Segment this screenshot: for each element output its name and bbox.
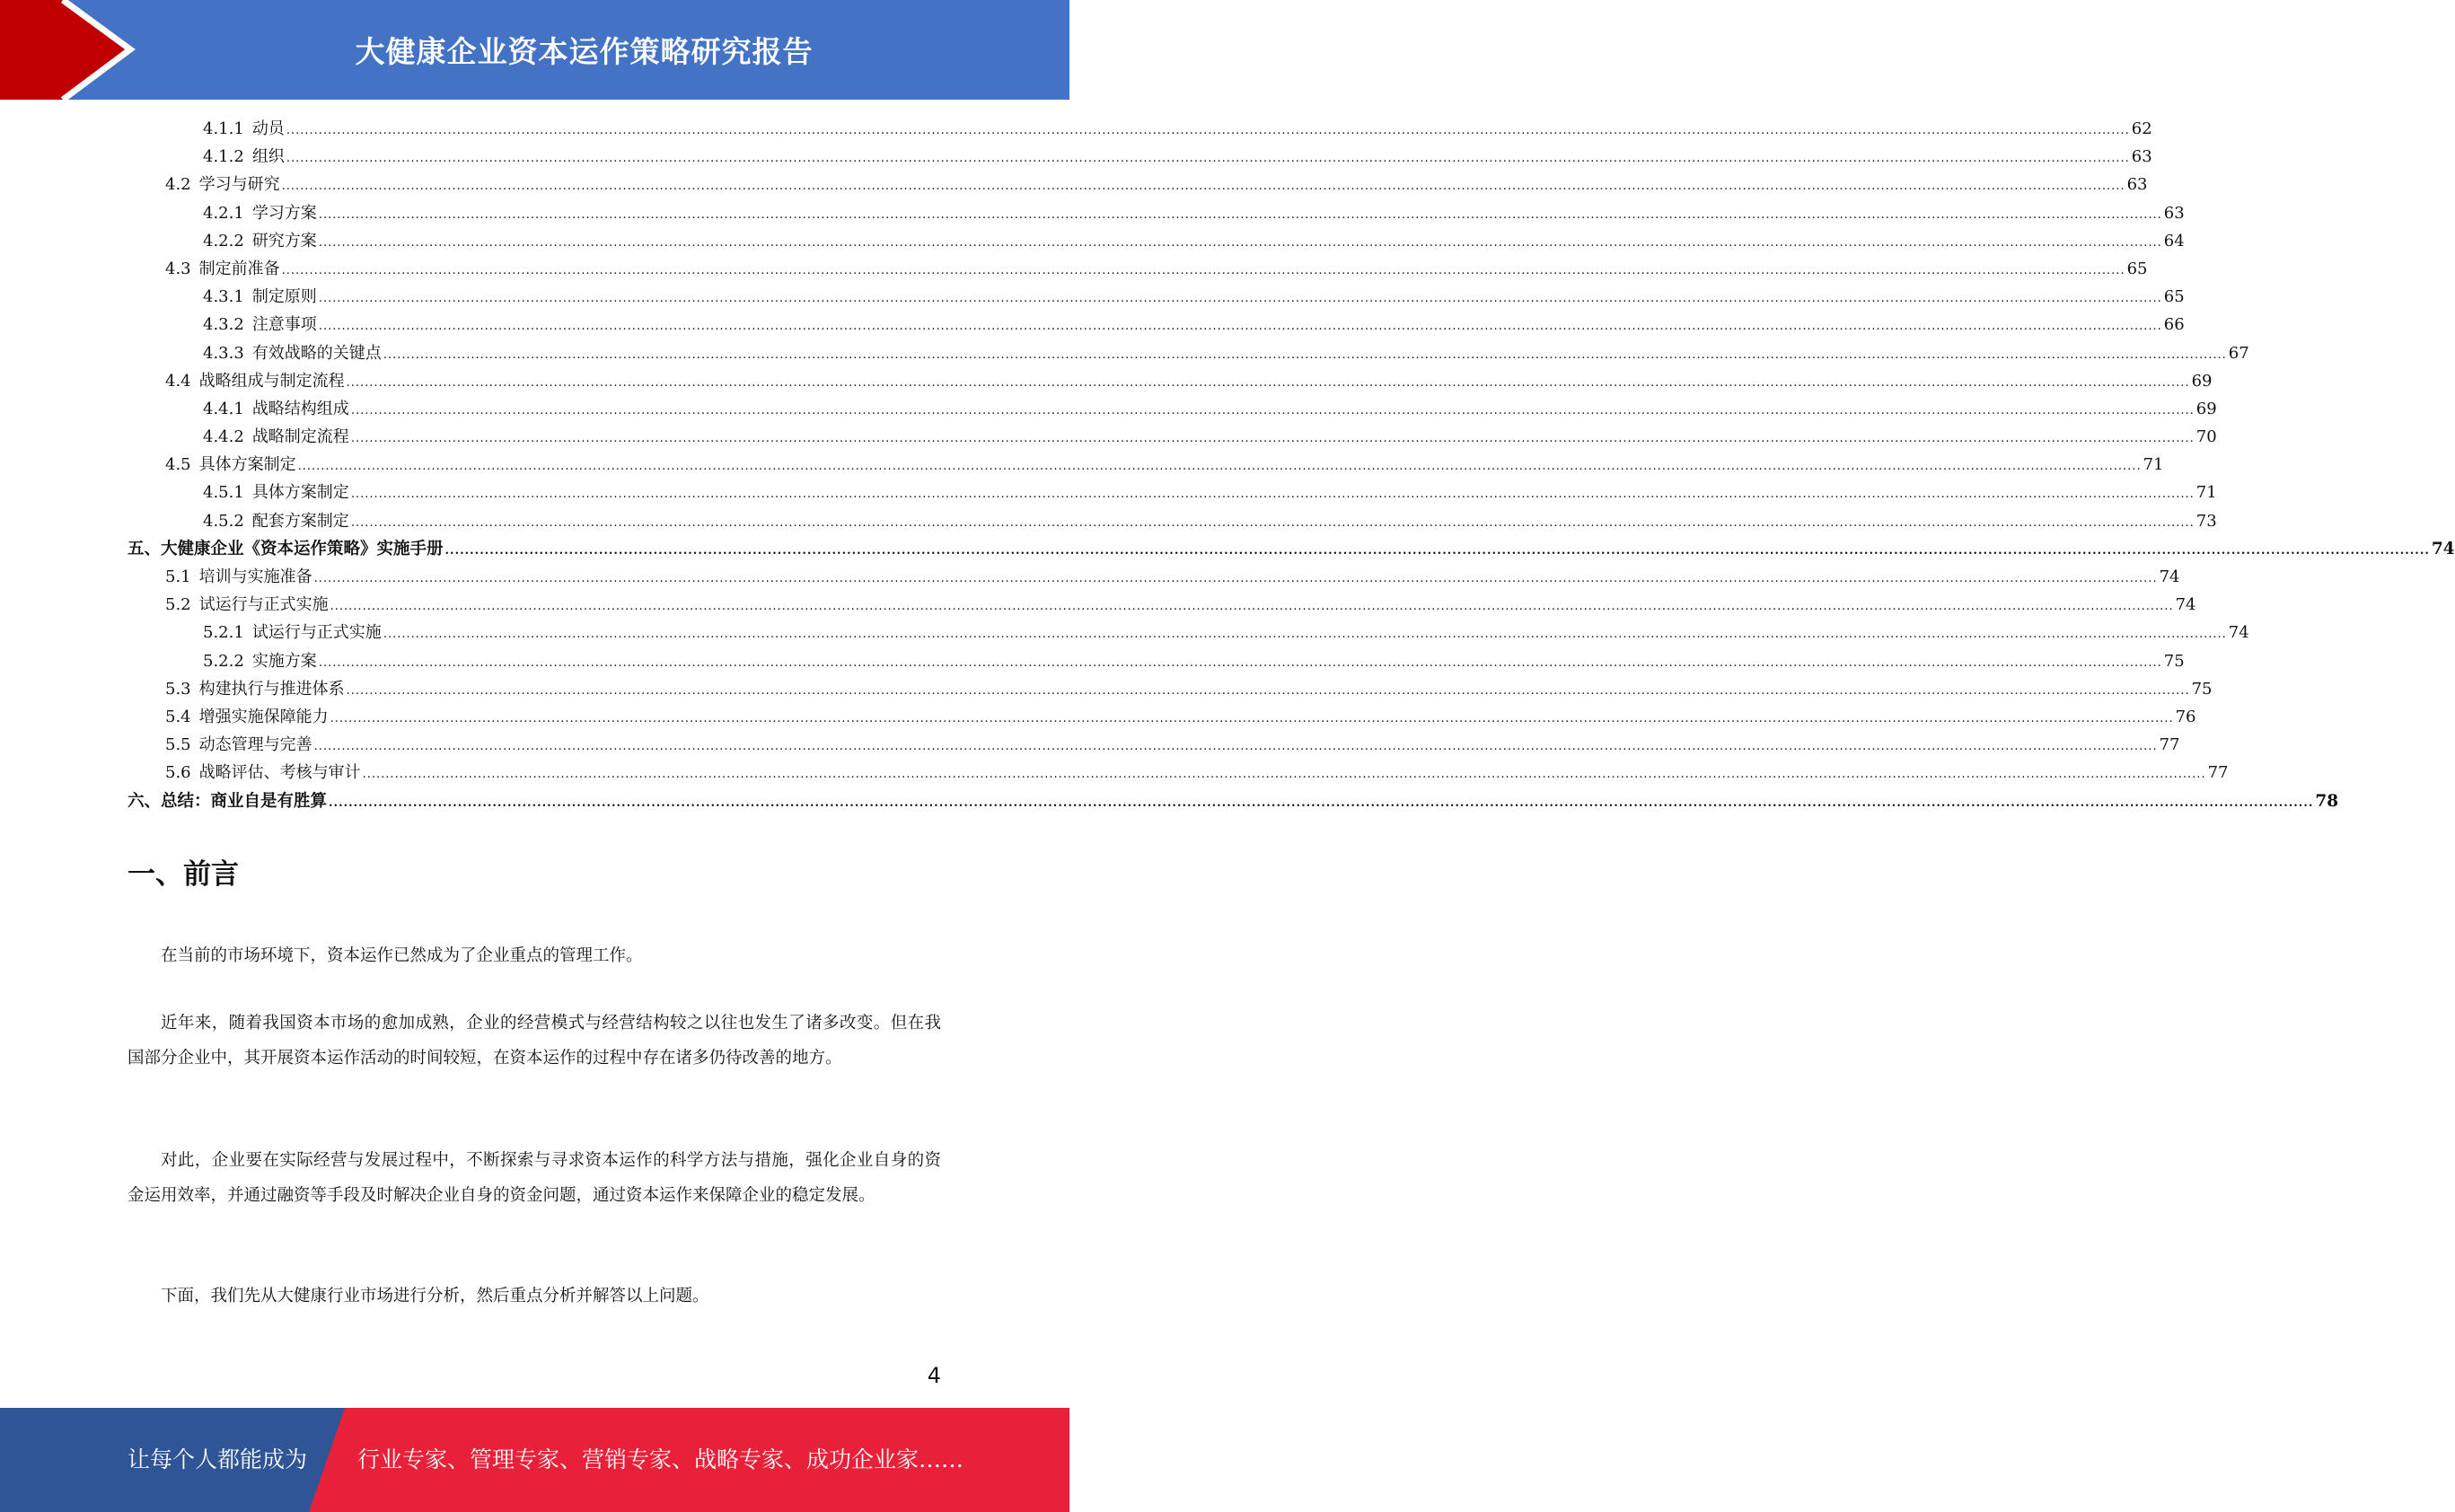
toc-entry-label: 构建执行与推进体系 — [198, 679, 345, 699]
toc-entry-number: 4.2.1 — [203, 203, 244, 223]
toc-entry-label: 注意事项 — [251, 315, 317, 335]
toc-entry[interactable] — [128, 759, 2229, 787]
toc-entry-label: 有效战略的关键点 — [251, 343, 382, 363]
toc-entry-number: 4.2.2 — [203, 231, 244, 251]
toc-entry-title — [165, 759, 361, 787]
toc-entry-label: 研究方案 — [251, 231, 317, 251]
toc-entry[interactable] — [128, 591, 2196, 619]
toc-entry-number: 4.1.1 — [203, 119, 244, 138]
toc-entry-page: 74 — [2175, 595, 2196, 615]
toc-entry-page: 76 — [2175, 707, 2196, 726]
toc-entry[interactable] — [128, 311, 2185, 338]
toc-entry-label: 制定前准备 — [198, 259, 280, 278]
toc-entry-title — [165, 171, 280, 198]
toc-entry-number: 4.4 — [165, 371, 191, 391]
toc-entry-title — [165, 591, 329, 619]
toc-entry[interactable] — [128, 283, 2185, 311]
toc-dot-leader: ................................................................................................................................................................................................................................................................................................................................................................................................................ — [313, 572, 2158, 585]
toc-entry-number: 5.2 — [165, 595, 191, 615]
toc-entry-title — [165, 703, 329, 731]
toc-entry-number: 4.5.1 — [203, 483, 244, 503]
toc-entry-label: 战略制定流程 — [251, 427, 349, 447]
toc-entry-page: 73 — [2195, 511, 2217, 531]
toc-dot-leader: ................................................................................................................................................................................................................................................................................................................................................................................................................ — [346, 683, 2190, 698]
toc-entry-number: 4.4.1 — [203, 399, 244, 418]
toc-entry[interactable] — [128, 731, 2180, 759]
toc-dot-leader: ................................................................................................................................................................................................................................................................................................................................................................................................................ — [313, 740, 2158, 754]
toc-entry-number: 5.2.2 — [203, 651, 244, 671]
toc-entry-page: 74 — [2159, 567, 2180, 586]
toc-entry-page: 70 — [2195, 427, 2217, 447]
toc-entry-label: 战略评估、考核与审计 — [198, 763, 361, 783]
toc-entry[interactable] — [128, 395, 2217, 423]
toc-entry-title — [203, 283, 317, 311]
toc-dot-leader: ................................................................................................................................................................................................................................................................................................................................................................................................................ — [362, 768, 2206, 782]
footer-slogan-right: 行业专家、管理专家、营销专家、战略专家、成功企业家…… — [357, 1446, 964, 1472]
toc-dot-leader: ................................................................................................................................................................................................................................................................................................................................................................................................................ — [318, 292, 2162, 306]
toc-dot-leader: ................................................................................................................................................................................................................................................................................................................................................................................................................ — [383, 628, 2227, 642]
toc-entry-label: 试运行与正式实施 — [198, 595, 329, 615]
toc-entry-page: 63 — [2131, 147, 2152, 167]
toc-entry[interactable] — [128, 339, 2249, 367]
toc-dot-leader: ................................................................................................................................................................................................................................................................................................................................................................................................................ — [281, 263, 2125, 277]
toc-entry-page: 75 — [2163, 651, 2185, 671]
toc-entry-label: 增强实施保障能力 — [198, 707, 329, 726]
toc-entry-page: 71 — [2143, 455, 2164, 475]
page-footer — [0, 1408, 1069, 1512]
toc-entry-label: 学习与研究 — [198, 175, 280, 195]
toc-entry-label: 六、总结：商业自是有胜算 — [128, 791, 328, 811]
toc-entry-number: 4.2 — [165, 175, 191, 195]
toc-dot-leader: ................................................................................................................................................................................................................................................................................................................................................................................................................ — [350, 515, 2195, 530]
toc-entry[interactable] — [128, 507, 2217, 535]
toc-entry-title — [203, 143, 285, 171]
toc-entry-label: 试运行与正式实施 — [251, 623, 382, 643]
toc-entry-title — [165, 731, 312, 759]
toc-entry-page: 69 — [2191, 371, 2213, 391]
section-heading: 一、前言 — [128, 858, 239, 891]
toc-entry-title — [203, 395, 349, 423]
toc-entry-number: 5.2.1 — [203, 623, 244, 643]
toc-entry-title — [203, 311, 317, 338]
toc-entry[interactable] — [128, 479, 2217, 506]
toc-entry-label: 动员 — [251, 119, 285, 138]
toc-entry-title — [165, 451, 296, 479]
toc-entry-number: 4.3.2 — [203, 315, 244, 335]
toc-entry[interactable] — [128, 787, 2339, 815]
toc-dot-leader: ................................................................................................................................................................................................................................................................................................................................................................................................................ — [318, 235, 2162, 250]
toc-entry[interactable] — [128, 367, 2213, 395]
toc-entry-title — [203, 199, 317, 227]
toc-entry-title — [203, 339, 382, 367]
toc-entry[interactable] — [128, 535, 2455, 563]
toc-entry-title — [203, 479, 349, 506]
toc-entry[interactable] — [128, 171, 2148, 198]
toc-entry-title — [165, 675, 345, 703]
toc-entry-number: 4.3.1 — [203, 287, 244, 307]
toc-entry-title — [128, 535, 444, 563]
toc-entry-label: 制定原则 — [251, 287, 317, 307]
toc-entry-page: 65 — [2163, 287, 2185, 307]
toc-entry-number: 4.5.2 — [203, 511, 244, 531]
toc-entry-number: 4.5 — [165, 455, 191, 475]
toc-entry[interactable] — [128, 255, 2148, 283]
toc-entry-label: 配套方案制定 — [251, 511, 349, 531]
toc-entry-number: 5.5 — [165, 735, 191, 755]
toc-dot-leader: ................................................................................................................................................................................................................................................................................................................................................................................................................ — [297, 460, 2142, 474]
paragraph-2: 近年来，随着我国资本市场的愈加成熟，企业的经营模式与经营结构较之以往也发生了诸多改变。但在我国部分企业中，其开展资本运作活动的时间较短，在资本运作的过程中存在诸多仍待改善的地方。 — [128, 1014, 941, 1068]
toc-dot-leader: ................................................................................................................................................................................................................................................................................................................................................................................................................ — [383, 347, 2227, 362]
toc-entry-page: 78 — [2315, 791, 2339, 811]
toc-entry-label: 组织 — [251, 147, 285, 167]
toc-entry-title — [165, 563, 312, 591]
toc-entry-number: 4.3.3 — [203, 343, 244, 363]
toc-entry-label: 五、大健康企业《资本运作策略》实施手册 — [128, 539, 444, 558]
paragraph-1: 在当前的市场环境下，资本运作已然成为了企业重点的管理工作。 — [161, 946, 643, 965]
toc-entry-page: 66 — [2163, 315, 2185, 335]
toc-entry[interactable] — [128, 647, 2185, 675]
toc-dot-leader: ................................................................................................................................................................................................................................................................................................................................................................................................................ — [346, 375, 2190, 390]
toc-entry[interactable] — [128, 563, 2180, 591]
page-header — [0, 0, 1069, 100]
toc-entry-title — [128, 787, 327, 815]
toc-entry-number: 4.3 — [165, 259, 191, 278]
page-number: 4 — [927, 1363, 941, 1388]
toc-dot-leader: ................................................................................................................................................................................................................................................................................................................................................................................................................ — [350, 403, 2195, 418]
toc-dot-leader: ................................................................................................................................................................................................................................................................................................................................................................................................................ — [330, 711, 2174, 725]
toc-entry[interactable] — [128, 451, 2164, 479]
toc-entry-number: 5.1 — [165, 567, 191, 586]
toc-entry-number: 4.4.2 — [203, 427, 244, 447]
toc-entry-page: 63 — [2163, 203, 2185, 223]
toc-dot-leader: ................................................................................................................................................................................................................................................................................................................................................................................................................ — [350, 432, 2195, 446]
toc-entry-title — [203, 619, 382, 646]
toc-entry-page: 62 — [2131, 119, 2152, 138]
toc-dot-leader: ................................................................................................................................................................................................................................................................................................................................................................................................................ — [286, 152, 2130, 166]
toc-entry-page: 75 — [2191, 679, 2213, 699]
toc-entry[interactable] — [128, 143, 2152, 171]
table-of-contents — [128, 115, 2455, 815]
toc-dot-leader: ................................................................................................................................................................................................................................................................................................................................................................................................................ — [281, 180, 2125, 194]
toc-entry-label: 实施方案 — [251, 651, 317, 671]
toc-entry-page: 63 — [2126, 175, 2148, 195]
toc-entry-title — [165, 255, 280, 283]
toc-entry-page: 67 — [2228, 343, 2249, 363]
toc-entry-title — [203, 115, 285, 143]
toc-entry[interactable] — [128, 199, 2185, 227]
toc-entry-label: 培训与实施准备 — [198, 567, 312, 586]
toc-dot-leader: ................................................................................................................................................................................................................................................................................................................................................................................................................ — [444, 543, 2430, 558]
paragraph-3: 对此，企业要在实际经营与发展过程中，不断探索与寻求资本运作的科学方法与措施，强化企业自身的资金运用效率，并通过融资等手段及时解决企业自身的资金问题，通过资本运作来保障企业的稳定发展。 — [128, 1151, 941, 1205]
footer-slogan-left: 让每个人都能成为 — [128, 1446, 308, 1472]
toc-dot-leader: ................................................................................................................................................................................................................................................................................................................................................................................................................ — [350, 488, 2195, 502]
toc-entry-page: 71 — [2195, 483, 2217, 503]
toc-dot-leader: ................................................................................................................................................................................................................................................................................................................................................................................................................ — [318, 655, 2162, 670]
toc-entry-number: 5.3 — [165, 679, 191, 699]
toc-entry-page: 77 — [2159, 735, 2180, 755]
toc-dot-leader: ................................................................................................................................................................................................................................................................................................................................................................................................................ — [330, 600, 2174, 614]
toc-entry-page: 64 — [2163, 231, 2185, 251]
toc-entry[interactable] — [128, 115, 2152, 143]
toc-entry-title — [203, 647, 317, 675]
toc-entry-number: 5.4 — [165, 707, 191, 726]
toc-dot-leader: ................................................................................................................................................................................................................................................................................................................................................................................................................ — [318, 207, 2162, 222]
toc-entry[interactable] — [128, 227, 2185, 255]
toc-entry[interactable] — [128, 619, 2249, 646]
toc-entry-page: 74 — [2228, 623, 2249, 643]
toc-entry-page: 74 — [2431, 539, 2455, 558]
paragraph-4: 下面，我们先从大健康行业市场进行分析，然后重点分析并解答以上问题。 — [161, 1287, 709, 1305]
toc-entry-label: 战略组成与制定流程 — [198, 371, 345, 391]
report-title: 大健康企业资本运作策略研究报告 — [355, 34, 814, 69]
toc-entry[interactable] — [128, 675, 2213, 703]
toc-dot-leader: ................................................................................................................................................................................................................................................................................................................................................................................................................ — [286, 124, 2130, 137]
toc-dot-leader: ................................................................................................................................................................................................................................................................................................................................................................................................................ — [318, 320, 2162, 334]
toc-entry-number: 4.1.2 — [203, 147, 244, 167]
toc-entry-page: 77 — [2207, 763, 2229, 783]
toc-dot-leader: ................................................................................................................................................................................................................................................................................................................................................................................................................ — [329, 796, 2314, 810]
toc-entry-number: 5.6 — [165, 763, 191, 783]
toc-entry-title — [165, 367, 345, 395]
toc-entry-label: 学习方案 — [251, 203, 317, 223]
toc-entry-page: 65 — [2126, 259, 2148, 278]
toc-entry-label: 动态管理与完善 — [198, 735, 312, 755]
toc-entry-title — [203, 423, 349, 451]
toc-entry-label: 具体方案制定 — [198, 455, 296, 475]
toc-entry[interactable] — [128, 423, 2217, 451]
toc-entry-label: 具体方案制定 — [251, 483, 349, 503]
toc-entry-title — [203, 227, 317, 255]
toc-entry-label: 战略结构组成 — [251, 399, 349, 418]
toc-entry-title — [203, 507, 349, 535]
toc-entry-page: 69 — [2195, 399, 2217, 418]
toc-entry[interactable] — [128, 703, 2196, 731]
